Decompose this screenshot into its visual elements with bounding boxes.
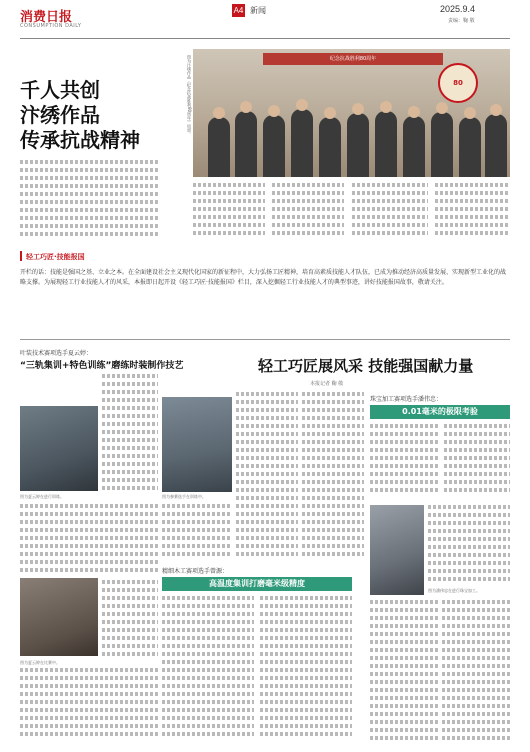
right-story-kicker: 珠宝加工赛项选手潘伟忠： — [370, 396, 443, 403]
newspaper-logo-subtitle: CONSUMPTION DAILY — [20, 23, 82, 29]
left-photo2-caption: 图为夏云婷在比赛中。 — [20, 660, 60, 665]
person-figure — [485, 114, 507, 177]
mid2-story-banner: 高温度集训打磨毫米级精度 — [162, 577, 352, 591]
top-story-body-col — [352, 183, 428, 243]
top-story-body-col — [435, 183, 510, 243]
main-story-body — [302, 392, 364, 562]
right-story-banner: 0.01毫米的极限考验 — [370, 405, 510, 419]
person-figure — [263, 115, 285, 177]
person-figure — [208, 117, 230, 177]
mid2-story-body — [260, 596, 352, 744]
top-story-left-text — [20, 160, 160, 242]
hero-photo — [193, 49, 510, 177]
left-story-photo — [20, 406, 98, 491]
person-figure — [375, 111, 397, 177]
left-story-body — [20, 504, 158, 576]
mid2-story-kicker: 精细木工赛项选手曾源： — [162, 568, 229, 575]
hero-banner-text: 纪念抗战胜利80周年 — [263, 53, 443, 65]
main-story-byline: 本报记者 鞠 敬 — [310, 381, 344, 387]
person-figure — [347, 113, 369, 177]
left-story-photo-2 — [20, 578, 98, 656]
top-story-title-line: 汴绣作品 — [20, 103, 100, 127]
right-photo-caption: 图为潘伟忠在进行珠宝加工。 — [428, 588, 480, 593]
main-story-body — [162, 504, 232, 562]
top-story-title — [20, 78, 170, 153]
section-tag-marker — [20, 251, 22, 261]
person-figure — [235, 111, 257, 177]
anniversary-emblem: 80 — [438, 63, 478, 103]
header-rule — [20, 38, 510, 39]
right-story-body — [370, 424, 440, 502]
person-figure — [291, 109, 313, 177]
editor-credit: 责编：鞠 敬 — [448, 18, 475, 24]
hero-photo-caption: 图为汴绣作品《纪念抗战胜利80周年》局部。 — [187, 55, 192, 137]
person-figure — [459, 117, 481, 177]
left-story-kicker: 叶装技术赛项选手夏云婷： — [20, 350, 93, 357]
left-photo-caption: 图为夏云婷在进行训练。 — [20, 494, 64, 499]
person-figure — [319, 117, 341, 177]
page-header — [0, 0, 530, 40]
right-story-body — [444, 424, 510, 502]
left-story-body — [102, 374, 158, 494]
issue-date: 2025.9.4 — [440, 4, 476, 14]
newspaper-logo: 消费日报 — [20, 10, 73, 25]
main-story-body — [236, 392, 298, 562]
right-story-body — [370, 600, 438, 744]
left-story-title: “三轨集训+特色训练”磨练时装制作技艺 — [20, 361, 184, 371]
person-figure — [403, 116, 425, 177]
main-story-title: 轻工巧匠展风采 技能强国献力量 — [258, 357, 474, 375]
main-photo-caption: 图为参赛选手在训练中。 — [162, 494, 206, 499]
left-story-body — [20, 668, 158, 744]
mid2-story-body — [162, 596, 254, 744]
right-story-body — [442, 600, 510, 744]
top-story-body-col — [272, 183, 344, 243]
person-figure — [431, 112, 453, 177]
main-story-photo — [162, 397, 232, 492]
top-story-title-line: 传承抗战精神 — [20, 128, 140, 152]
left-story-body — [102, 580, 158, 660]
section-tag: 轻工巧匠·技能报国 — [26, 253, 85, 261]
column-intro: 开栏的话：技能是强国之基、立业之本。在全面建设社会主义现代化国家的新征程中，大力弘扬工匠精神，培育高素质技能人才队伍，已成为推动经济高质量发展、实现新型工业化的战略支撑。为展现轻工行业技能人才的风采，本报即日起开设《轻工巧匠·技能报国》栏目，深入挖掘轻工行业技能人才的典型事迹，讲好技能报国故事，敬请关注。 — [20, 269, 507, 286]
right-story-photo — [370, 505, 424, 595]
section-name: 新闻 — [250, 6, 266, 15]
top-story-title-line: 千人共创 — [20, 78, 100, 102]
page-number-badge: A4 — [233, 6, 244, 15]
section-divider — [20, 339, 510, 340]
right-story-body — [428, 505, 510, 585]
top-story-body-col — [193, 183, 265, 243]
